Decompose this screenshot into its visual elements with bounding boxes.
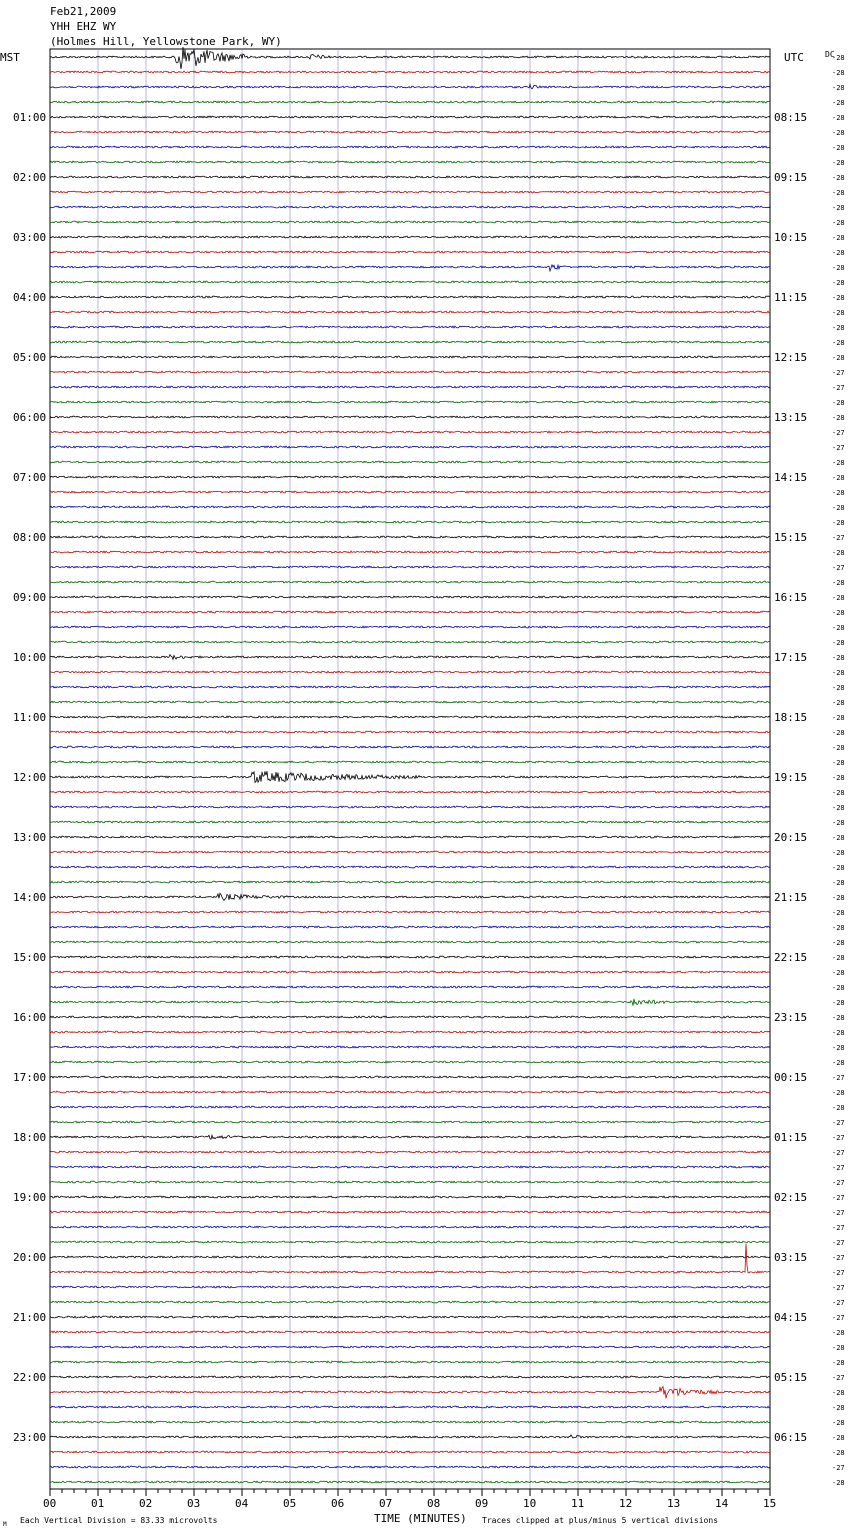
right-axis-label: UTC bbox=[784, 51, 804, 64]
trace-line bbox=[50, 161, 770, 163]
left-hour-label: 13:00 bbox=[13, 831, 47, 844]
trace-line bbox=[50, 1466, 770, 1468]
dc-offset-label: -28 bbox=[832, 1059, 845, 1067]
right-hour-label: 16:15 bbox=[774, 591, 808, 604]
dc-offset-label: -28 bbox=[832, 1014, 845, 1022]
right-hour-label: 08:15 bbox=[774, 111, 808, 124]
trace-line bbox=[50, 1166, 770, 1168]
trace-line bbox=[50, 1196, 770, 1198]
trace-line bbox=[50, 1031, 770, 1033]
trace-line bbox=[50, 655, 770, 660]
x-tick-label: 07 bbox=[379, 1497, 393, 1510]
dc-offset-label: -28 bbox=[832, 474, 845, 482]
left-hour-label: 22:00 bbox=[13, 1371, 47, 1384]
dc-offset-label: -27 bbox=[832, 1254, 845, 1262]
dc-offset-label: -28 bbox=[832, 654, 845, 662]
right-hour-label: 03:15 bbox=[774, 1251, 808, 1264]
chart-location: (Holmes Hill, Yellowstone Park, WY) bbox=[50, 35, 282, 48]
dc-offset-label: -28 bbox=[832, 594, 845, 602]
left-hour-label: 17:00 bbox=[13, 1071, 47, 1084]
dc-offset-label: -27 bbox=[832, 1299, 845, 1307]
dc-offset-label: -28 bbox=[832, 684, 845, 692]
x-tick-label: 08 bbox=[427, 1497, 441, 1510]
right-hour-label: 21:15 bbox=[774, 891, 808, 904]
x-tick-label: 14 bbox=[715, 1497, 729, 1510]
trace-line bbox=[50, 671, 770, 673]
seismic-traces bbox=[50, 47, 845, 1487]
dc-offset-label: -28 bbox=[832, 729, 845, 737]
right-hour-label: 13:15 bbox=[774, 411, 808, 424]
dc-offset-label: -28 bbox=[832, 1044, 845, 1052]
dc-offset-label: -28 bbox=[832, 954, 845, 962]
dc-offset-label: -28 bbox=[832, 609, 845, 617]
dc-offset-label: -28 bbox=[832, 984, 845, 992]
trace-line bbox=[50, 1211, 770, 1213]
dc-offset-label: -28 bbox=[832, 894, 845, 902]
trace-line bbox=[50, 641, 770, 643]
dc-offset-label: -28 bbox=[832, 1449, 845, 1457]
trace-line bbox=[50, 716, 770, 718]
trace-line bbox=[50, 893, 770, 900]
trace-line bbox=[50, 311, 770, 313]
trace-line bbox=[50, 866, 770, 868]
left-hour-label: 01:00 bbox=[13, 111, 47, 124]
trace-line bbox=[50, 356, 770, 358]
dc-offset-label: -28 bbox=[832, 144, 845, 152]
trace-line bbox=[50, 836, 770, 838]
dc-offset-label: -27 bbox=[832, 444, 845, 452]
trace-line bbox=[50, 536, 770, 538]
dc-offset-label: -28 bbox=[832, 504, 845, 512]
dc-offset-label: -28 bbox=[832, 639, 845, 647]
trace-line bbox=[50, 341, 770, 343]
dc-offset-label: -28 bbox=[832, 1419, 845, 1427]
trace-line bbox=[50, 206, 770, 208]
right-hour-label: 20:15 bbox=[774, 831, 808, 844]
left-hour-label: 10:00 bbox=[13, 651, 47, 664]
trace-line bbox=[50, 221, 770, 223]
trace-line bbox=[50, 521, 770, 523]
trace-line bbox=[50, 416, 770, 418]
trace-line bbox=[50, 1435, 770, 1438]
x-tick-label: 12 bbox=[619, 1497, 633, 1510]
x-tick-label: 00 bbox=[43, 1497, 57, 1510]
right-hour-label: 22:15 bbox=[774, 951, 808, 964]
dc-offset-label: -27 bbox=[832, 1134, 845, 1142]
trace-line bbox=[50, 1244, 770, 1273]
trace-line bbox=[50, 491, 770, 493]
trace-line bbox=[50, 1361, 770, 1363]
chart-date: Feb21,2009 bbox=[50, 5, 117, 18]
left-hour-label: 14:00 bbox=[13, 891, 47, 904]
trace-line bbox=[50, 771, 770, 782]
trace-line bbox=[50, 1346, 770, 1348]
trace-line bbox=[50, 999, 770, 1006]
dc-offset-label: -28 bbox=[832, 549, 845, 557]
left-hour-label: 08:00 bbox=[13, 531, 47, 544]
left-hour-label: 07:00 bbox=[13, 471, 47, 484]
left-hour-label: 15:00 bbox=[13, 951, 47, 964]
trace-line bbox=[50, 1046, 770, 1048]
left-hour-label: 06:00 bbox=[13, 411, 47, 424]
trace-line bbox=[50, 1451, 770, 1453]
dc-offset-label: -28 bbox=[832, 234, 845, 242]
trace-line bbox=[50, 146, 770, 148]
trace-line bbox=[50, 296, 770, 298]
dc-offset-label: -27 bbox=[832, 1224, 845, 1232]
dc-offset-label: -28 bbox=[832, 834, 845, 842]
trace-line bbox=[50, 461, 770, 463]
dc-offset-label: -28 bbox=[832, 774, 845, 782]
left-hour-label: 04:00 bbox=[13, 291, 47, 304]
right-hour-label: 15:15 bbox=[774, 531, 808, 544]
dc-offset-label: -28 bbox=[832, 69, 845, 77]
dc-offset-label: -27 bbox=[832, 384, 845, 392]
dc-offset-label: -28 bbox=[832, 669, 845, 677]
trace-line bbox=[50, 506, 770, 508]
trace-line bbox=[50, 446, 770, 448]
left-hour-label: 19:00 bbox=[13, 1191, 47, 1204]
trace-line bbox=[50, 1316, 770, 1318]
right-hour-label: 05:15 bbox=[774, 1371, 808, 1384]
dc-offset-label: -28 bbox=[832, 294, 845, 302]
dc-offset-label: -28 bbox=[832, 354, 845, 362]
right-hour-label: 00:15 bbox=[774, 1071, 808, 1084]
dc-offset-label: -27 bbox=[832, 564, 845, 572]
trace-line bbox=[50, 371, 770, 373]
dc-offset-label: -28 bbox=[832, 939, 845, 947]
trace-line bbox=[50, 881, 770, 883]
trace-line bbox=[50, 326, 770, 328]
x-tick-label: 02 bbox=[139, 1497, 153, 1510]
dc-offset-label: -28 bbox=[832, 759, 845, 767]
dc-offset-label: -28 bbox=[832, 414, 845, 422]
left-hour-label: 09:00 bbox=[13, 591, 47, 604]
x-tick-label: 06 bbox=[331, 1497, 345, 1510]
dc-offset-label: -28 bbox=[832, 1089, 845, 1097]
dc-offset-label: -27 bbox=[832, 1284, 845, 1292]
dc-offset-label: -28 bbox=[832, 924, 845, 932]
trace-line bbox=[50, 1387, 770, 1399]
dc-offset-label: -27 bbox=[832, 369, 845, 377]
trace-line bbox=[50, 1256, 770, 1258]
dc-offset-label: -28 bbox=[832, 789, 845, 797]
dc-offset-label: -27 bbox=[832, 1314, 845, 1322]
x-tick-label: 13 bbox=[667, 1497, 681, 1510]
dc-offset-label: -28 bbox=[832, 1329, 845, 1337]
dc-offset-label: -28 bbox=[832, 264, 845, 272]
dc-offset-label: -28 bbox=[832, 204, 845, 212]
dc-offset-label: -27 bbox=[832, 1209, 845, 1217]
dc-offset-label: -27 bbox=[832, 429, 845, 437]
trace-line bbox=[50, 386, 770, 388]
trace-line bbox=[50, 1151, 770, 1153]
trace-line bbox=[50, 265, 770, 271]
dc-offset-label: -28 bbox=[832, 279, 845, 287]
left-hour-label: 21:00 bbox=[13, 1311, 47, 1324]
dc-offset-label: -27 bbox=[832, 1149, 845, 1157]
dc-offset-label: -28 bbox=[832, 624, 845, 632]
trace-line bbox=[50, 176, 770, 178]
trace-line bbox=[50, 851, 770, 853]
dc-offset-label: -28 bbox=[832, 114, 845, 122]
right-hour-label: 18:15 bbox=[774, 711, 808, 724]
trace-line bbox=[50, 626, 770, 628]
trace-line bbox=[50, 1076, 770, 1078]
left-axis-label: MST bbox=[0, 51, 20, 64]
dc-offset-label: -28 bbox=[832, 339, 845, 347]
division-note: Each Vertical Division = 83.33 microvolts bbox=[20, 1516, 218, 1525]
dc-offset-label: -28 bbox=[832, 399, 845, 407]
left-hour-label: 12:00 bbox=[13, 771, 47, 784]
trace-line bbox=[50, 1421, 770, 1423]
left-hour-label: 05:00 bbox=[13, 351, 47, 364]
x-tick-label: 05 bbox=[283, 1497, 297, 1510]
dc-offset-label: -28 bbox=[832, 1029, 845, 1037]
trace-line bbox=[50, 986, 770, 988]
right-hour-label: 17:15 bbox=[774, 651, 808, 664]
x-axis-label: TIME (MINUTES) bbox=[374, 1512, 467, 1525]
dc-offset-label: -28 bbox=[832, 909, 845, 917]
dc-offset-label: -28 bbox=[832, 519, 845, 527]
trace-line bbox=[50, 1241, 770, 1243]
trace-line bbox=[50, 686, 770, 688]
dc-offset-label: -28 bbox=[832, 219, 845, 227]
left-hour-label: 16:00 bbox=[13, 1011, 47, 1024]
dc-offset-label: -27 bbox=[832, 1119, 845, 1127]
chart-station: YHH EHZ WY bbox=[50, 20, 117, 33]
trace-line bbox=[50, 701, 770, 703]
trace-line bbox=[50, 821, 770, 823]
left-hour-label: 03:00 bbox=[13, 231, 47, 244]
dc-offset-label: -28 bbox=[832, 309, 845, 317]
trace-line bbox=[50, 431, 770, 433]
dc-offset-label: -28 bbox=[832, 1404, 845, 1412]
trace-line bbox=[50, 191, 770, 193]
trace-line bbox=[50, 1226, 770, 1228]
axis-labels bbox=[0, 50, 835, 1528]
dc-offset-label: -27 bbox=[832, 1164, 845, 1172]
trace-line bbox=[50, 281, 770, 283]
trace-line bbox=[50, 956, 770, 958]
dc-offset-label: -28 bbox=[832, 99, 845, 107]
dc-offset-label: -28 bbox=[832, 699, 845, 707]
dc-offset-label: -28 bbox=[832, 744, 845, 752]
dc-offset-label: -28 bbox=[832, 1479, 845, 1487]
trace-line bbox=[50, 101, 770, 103]
right-hour-label: 11:15 bbox=[774, 291, 808, 304]
trace-line bbox=[50, 1091, 770, 1093]
x-axis bbox=[43, 1489, 776, 1510]
x-tick-label: 03 bbox=[187, 1497, 201, 1510]
x-tick-label: 11 bbox=[571, 1497, 585, 1510]
dc-offset-label: -28 bbox=[832, 189, 845, 197]
trace-line bbox=[50, 1286, 770, 1288]
trace-line bbox=[50, 761, 770, 763]
trace-line bbox=[50, 236, 770, 238]
trace-line bbox=[50, 941, 770, 943]
left-hour-label: 20:00 bbox=[13, 1251, 47, 1264]
dc-offset-label: -27 bbox=[832, 1074, 845, 1082]
trace-line bbox=[50, 1135, 770, 1139]
dc-offset-label: -27 bbox=[832, 1179, 845, 1187]
dc-offset-label: -28 bbox=[832, 129, 845, 137]
dc-label: DC bbox=[825, 50, 835, 59]
trace-line bbox=[50, 581, 770, 583]
trace-line bbox=[50, 596, 770, 598]
dc-offset-label: -27 bbox=[832, 1374, 845, 1382]
trace-line bbox=[50, 1481, 770, 1483]
dc-offset-label: -28 bbox=[832, 849, 845, 857]
dc-offset-label: -28 bbox=[832, 489, 845, 497]
trace-line bbox=[50, 566, 770, 568]
dc-offset-label: -28 bbox=[832, 804, 845, 812]
x-tick-label: 15 bbox=[763, 1497, 777, 1510]
dc-offset-label: -28 bbox=[832, 159, 845, 167]
trace-line bbox=[50, 746, 770, 748]
right-hour-label: 01:15 bbox=[774, 1131, 808, 1144]
trace-line bbox=[50, 1181, 770, 1183]
dc-offset-label: -28 bbox=[832, 864, 845, 872]
left-hour-label: 23:00 bbox=[13, 1431, 47, 1444]
trace-line bbox=[50, 551, 770, 553]
right-hour-label: 12:15 bbox=[774, 351, 808, 364]
dc-offset-label: -28 bbox=[832, 579, 845, 587]
left-hour-label: 11:00 bbox=[13, 711, 47, 724]
dc-offset-label: -27 bbox=[832, 1239, 845, 1247]
right-hour-label: 09:15 bbox=[774, 171, 808, 184]
trace-line bbox=[50, 116, 770, 118]
dc-offset-label: -28 bbox=[832, 459, 845, 467]
x-tick-label: 10 bbox=[523, 1497, 537, 1510]
trace-line bbox=[50, 1061, 770, 1063]
right-hour-label: 10:15 bbox=[774, 231, 808, 244]
trace-line bbox=[50, 926, 770, 928]
trace-line bbox=[50, 731, 770, 733]
trace-line bbox=[50, 1376, 770, 1378]
trace-line bbox=[50, 611, 770, 613]
dc-offset-label: -28 bbox=[832, 999, 845, 1007]
trace-line bbox=[50, 251, 770, 253]
dc-offset-label: -28 bbox=[832, 249, 845, 257]
trace-line bbox=[50, 1331, 770, 1333]
right-hour-label: 04:15 bbox=[774, 1311, 808, 1324]
right-hour-label: 06:15 bbox=[774, 1431, 808, 1444]
x-tick-label: 04 bbox=[235, 1497, 249, 1510]
dc-offset-label: -28 bbox=[832, 1104, 845, 1112]
x-tick-label: 09 bbox=[475, 1497, 489, 1510]
dc-offset-label: -28 bbox=[832, 174, 845, 182]
right-hour-label: 23:15 bbox=[774, 1011, 808, 1024]
clip-note: Traces clipped at plus/minus 5 vertical divisions bbox=[482, 1516, 719, 1525]
dc-offset-label: -28 bbox=[832, 1389, 845, 1397]
x-tick-label: 01 bbox=[91, 1497, 105, 1510]
trace-line bbox=[50, 1301, 770, 1303]
trace-line bbox=[50, 1121, 770, 1123]
trace-line bbox=[50, 971, 770, 973]
dc-offset-label: -28 bbox=[832, 84, 845, 92]
dc-offset-label: -27 bbox=[832, 1464, 845, 1472]
right-hour-label: 02:15 bbox=[774, 1191, 808, 1204]
dc-offset-label: -27 bbox=[832, 1194, 845, 1202]
trace-line bbox=[50, 791, 770, 793]
trace-line bbox=[50, 806, 770, 808]
trace-line bbox=[50, 476, 770, 478]
dc-offset-label: -28 bbox=[832, 54, 845, 62]
dc-offset-label: -28 bbox=[832, 879, 845, 887]
corner-mark: M bbox=[3, 1521, 7, 1528]
dc-offset-label: -28 bbox=[832, 819, 845, 827]
trace-line bbox=[50, 131, 770, 133]
dc-offset-label: -28 bbox=[832, 1434, 845, 1442]
trace-line bbox=[50, 71, 770, 73]
dc-offset-label: -28 bbox=[832, 1359, 845, 1367]
trace-line bbox=[50, 1016, 770, 1018]
right-hour-label: 19:15 bbox=[774, 771, 808, 784]
dc-offset-label: -28 bbox=[832, 1344, 845, 1352]
dc-offset-label: -28 bbox=[832, 714, 845, 722]
left-hour-label: 18:00 bbox=[13, 1131, 47, 1144]
dc-offset-label: -28 bbox=[832, 969, 845, 977]
trace-line bbox=[50, 911, 770, 913]
dc-offset-label: -27 bbox=[832, 534, 845, 542]
right-hour-label: 14:15 bbox=[774, 471, 808, 484]
trace-line bbox=[50, 47, 770, 69]
trace-line bbox=[50, 84, 770, 89]
dc-offset-label: -28 bbox=[832, 324, 845, 332]
trace-line bbox=[50, 1106, 770, 1108]
trace-line bbox=[50, 401, 770, 403]
trace-line bbox=[50, 1406, 770, 1408]
dc-offset-label: -27 bbox=[832, 1269, 845, 1277]
left-hour-label: 02:00 bbox=[13, 171, 47, 184]
